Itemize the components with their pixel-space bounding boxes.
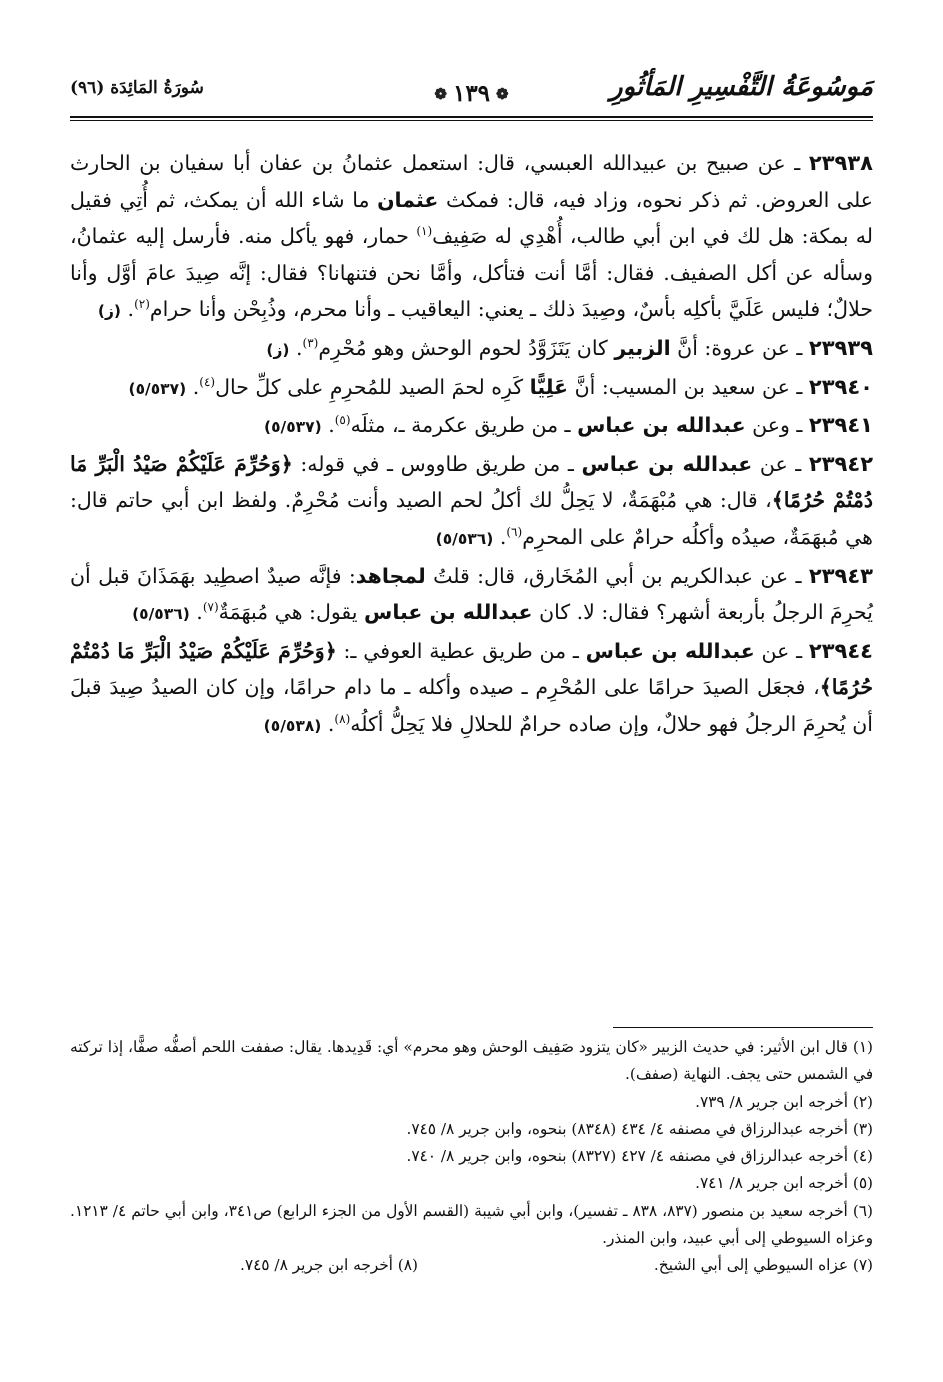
- source-ref: (ز): [97, 302, 122, 321]
- page-number-group: [434, 80, 508, 107]
- entry-text: : فإنَّه صيدٌ اصطِيد بهَمَذَانَ قبل أن يُحرِمَ الرجلُ بأربعة أشهر؟ فقال: لا. كان: [70, 563, 873, 625]
- person-name: لمجاهد: [355, 563, 426, 588]
- entry-text: يقول: هي مُبهَمَةٌ: [218, 600, 365, 625]
- source-ref: (٥/٥٣٧): [263, 418, 322, 437]
- footnote: (٥) أخرجه ابن جرير ٨/ ٧٤١.: [695, 1174, 873, 1193]
- footnote: (٨) أخرجه ابن جرير ٨/ ٧٤٥.: [240, 1256, 418, 1275]
- footnote: (١) قال ابن الأثير: في حديث الزبير «كان يتزود صَفِيف الوحش وهو محرم» أي: قَدِيدها. يقال: صففت اللحم أصفُّه صفًّا، إذا تركته في الشمس حتى يجف. النهاية (صفف).: [70, 1038, 873, 1084]
- entry-text: ـ عن سعيد بن المسيب: أنَّ: [568, 374, 809, 399]
- entry-text: .: [189, 600, 203, 625]
- quran-verse: ﴿وَحُرِّمَ عَلَيْكُمْ صَيْدُ الْبَرِّ مَا دُمْتُمْ حُرُمًا﴾: [70, 638, 873, 700]
- source-ref: (٥/٥٣٨): [263, 716, 322, 735]
- surah-label: سُورَةُ المَائِدَة (٩٦): [70, 78, 204, 98]
- entry-number: ٢٣٩٤٤: [808, 638, 873, 663]
- entry-text: ـ عن عبدالكريم بن أبي المُخَارق، قال: قلتُ: [425, 563, 809, 588]
- footnote: (٢) أخرجه ابن جرير ٨/ ٧٣٩.: [695, 1092, 873, 1111]
- footnotes: [70, 1034, 873, 1280]
- entry-text: ـ عن: [754, 638, 809, 663]
- entry-text: ـ عن صبيح بن عبيدالله العبسي، قال: استعمل عثمانُ بن عفان أبا سفيان بن الحارث على العروض. ثم ذكر نحوه، وزاد فيه، قال: فمكث: [70, 151, 873, 212]
- entry-text: .: [493, 524, 507, 549]
- book-title: مَوسُوعَةُ التَّفْسِيرِ المَأثُورِ: [610, 72, 873, 102]
- footnote-ref: (١): [416, 224, 433, 239]
- entry-text: ، قال: هي مُبْهَمَةٌ، لا يَحِلُّ لك أكلُ لحم الصيد وأنت مُحْرِمٌ. ولفظ ابن أبي حاتم قال: هي مُبهَمَةٌ، صيدُه وأكلُه حرامٌ على المحرِم: [70, 488, 873, 549]
- entry-text: .: [121, 297, 135, 322]
- source-ref: (٥/٥٣٧): [128, 379, 187, 398]
- entry-text: ـ عن عروة: أنَّ: [670, 335, 809, 360]
- footnote: (٤) أخرجه عبدالرزاق في مصنفه ٤/ ٤٢٧ (٨٣٢٧) بنحوه، وابن جرير ٨/ ٧٤٠.: [406, 1147, 873, 1166]
- narration-entry: [70, 330, 873, 369]
- entry-text: ، فجعَل الصيدَ حرامًا على المُحْرِم ـ صيده وأكله ـ ما دام حرامًا، وإن كان الصيدُ صِيدَ قبلَ أن يُحرِمَ الرجلُ فهو حلالٌ، وإن صاده حرامٌ للحلالِ فلا يَحِلُّ أكلُه: [70, 675, 873, 736]
- header-divider: [70, 120, 873, 121]
- footnote: (٧) عزاه السيوطي إلى أبي الشيخ.: [653, 1256, 873, 1275]
- entry-text: حمار، فهو يأكل منه. فأرسل إليه عثمانُ، وسأله عن أكل الصفيف. فقال: أمَّا أنت فتأكل، وأمَّا نحن فتنهانا؟ فقال: إنَّه صِيدَ عامَ أوَّل وأنا حلالٌ؛ فليس عَلَيَّ بأكلِه بأسٌ، وصِيدَ ذلك ـ يعني: اليعاقيب ـ وأنا محرم، وذُبِحْن وأنا حرام: [70, 224, 873, 322]
- entry-text: ـ من طريق عكرمة ـ، مثلَه: [350, 413, 578, 438]
- footnote-divider: [613, 1027, 873, 1028]
- narration-entry: [70, 633, 873, 745]
- narration-entry: [70, 558, 873, 633]
- footnote-ref: (٦): [506, 525, 523, 540]
- footnote-ref: (٨): [334, 712, 351, 727]
- narration-entry: [70, 369, 873, 408]
- entry-text: ـ عن: [752, 451, 809, 476]
- entry-text: .: [289, 335, 303, 360]
- entry-text: ـ وعن: [745, 413, 809, 438]
- narration-entry: [70, 407, 873, 446]
- quran-verse: ﴿وَحُرِّمَ عَلَيْكُمْ صَيْدُ الْبَرِّ مَا دُمْتُمْ حُرُمًا﴾: [70, 451, 873, 513]
- entry-number: ٢٣٩٤٢: [808, 451, 874, 476]
- entry-number: ٢٣٩٣٩: [808, 335, 873, 360]
- footnote-ref: (٣): [302, 336, 319, 351]
- person-name: عثمان: [377, 187, 439, 212]
- entry-text: .: [321, 413, 335, 438]
- main-text: [70, 145, 873, 745]
- source-ref: (٥/٥٣٦): [435, 529, 494, 548]
- entry-text: ـ من طريق عطية العوفي ـ:: [336, 638, 586, 663]
- footnote-ref: (٧): [202, 600, 219, 615]
- footnote: (٦) أخرجه سعيد بن منصور (٨٣٧، ٨٣٨ ـ تفسير)، وابن أبي شيبة (القسم الأول من الجزء الرابع) ص٣٤١، وابن أبي حاتم ٤/ ١٢١٣. وعزاه السيوطي إلى أبي عبيد، وابن المنذر.: [70, 1201, 873, 1248]
- entry-number: ٢٣٩٤١: [808, 413, 873, 438]
- footnote: (٣) أخرجه عبدالرزاق في مصنفه ٤/ ٤٣٤ (٨٣٤٨) بنحوه، وابن جرير ٨/ ٧٤٥.: [406, 1119, 873, 1138]
- person-name: عبدالله بن عباس: [364, 600, 533, 625]
- person-name: عبدالله بن عباس: [581, 451, 753, 476]
- narration-entry: [70, 145, 873, 330]
- narration-entry: [70, 446, 873, 558]
- person-name: عبدالله بن عباس: [585, 638, 755, 663]
- entry-number: ٢٣٩٤٣: [808, 563, 873, 588]
- person-name: الزبير: [614, 335, 671, 360]
- page-number: ١٣٩: [452, 80, 491, 107]
- footnote-ref: (٥): [334, 413, 351, 428]
- ornament-icon: ❁: [496, 84, 509, 103]
- source-ref: (٥/٥٣٦): [132, 605, 190, 624]
- person-name: عبدالله بن عباس: [577, 413, 746, 438]
- entry-text: كان يَتَزَوَّدُ لحوم الوحش وهو مُحْرِم: [318, 335, 615, 360]
- page-header: [70, 70, 873, 130]
- header-divider: [70, 116, 873, 118]
- footnote-row: [70, 1252, 873, 1279]
- footnote-ref: (٢): [134, 297, 150, 312]
- ornament-icon: ❁: [434, 84, 447, 103]
- entry-text: ـ من طريق طاووس ـ في قوله:: [292, 451, 582, 476]
- footnote-ref: (٤): [199, 374, 216, 389]
- entry-text: ما شاء الله أن يمكث، ثم أُتِي فقيل له بمكة: هل لك في ابن أبي طالب، أُهْدِي له صَفِيف: [70, 187, 873, 249]
- entry-text: .: [186, 374, 200, 399]
- entry-number: ٢٣٩٤٠: [808, 374, 873, 399]
- source-ref: (ز): [266, 340, 290, 359]
- person-name: عَلِيًّا: [529, 374, 569, 399]
- entry-text: .: [321, 711, 335, 736]
- entry-number: ٢٣٩٣٨: [808, 151, 873, 175]
- entry-text: كَرِه لحمَ الصيد للمُحرِمِ على كلِّ حال: [215, 374, 530, 399]
